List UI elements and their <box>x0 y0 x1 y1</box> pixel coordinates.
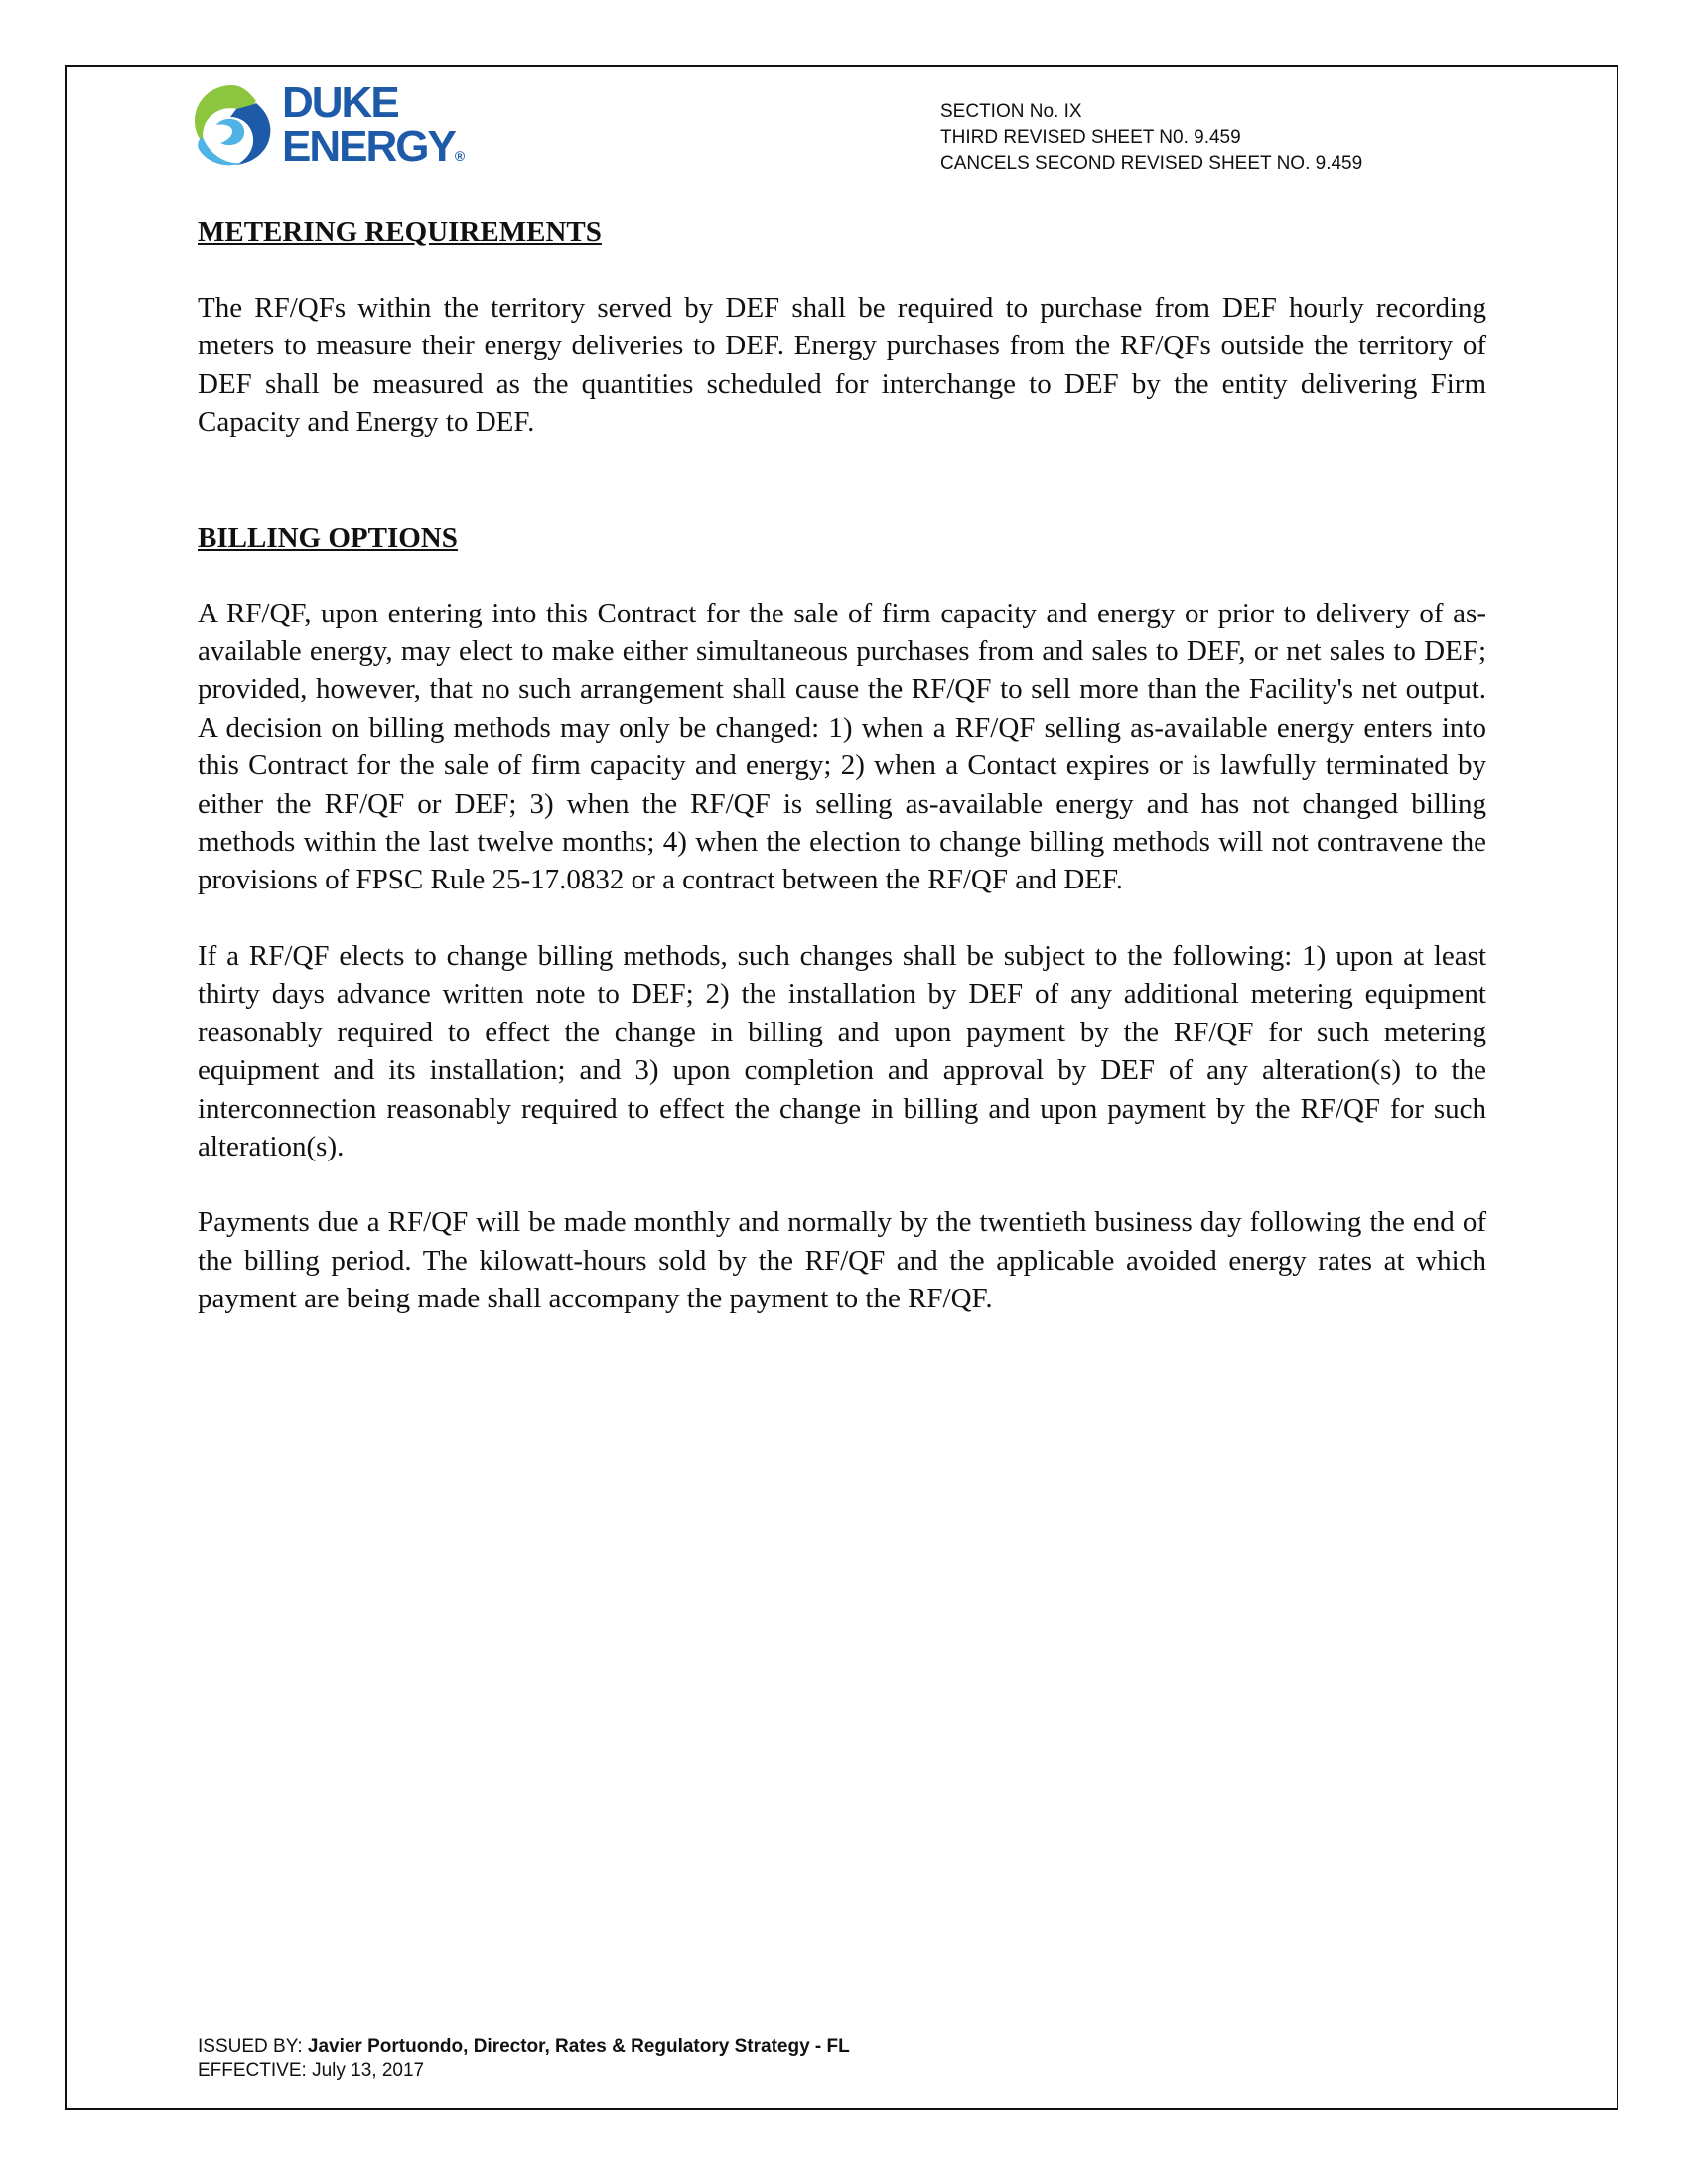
billing-paragraph-3: Payments due a RF/QF will be made monthly and normally by the twentieth business day following the end of the billing period. The kilowatt-hours sold by the RF/QF and the applicable avoided energy rates at which payment are being made shall accompany the payment to the RF/QF. <box>198 1206 1486 1315</box>
sheet-info <box>940 99 1362 177</box>
effective-date: July 13, 2017 <box>312 2060 425 2081</box>
effective-line <box>198 2059 850 2083</box>
registered-mark: ® <box>454 148 466 164</box>
metering-paragraph: The RF/QFs within the territory served by DEF shall be required to purchase from DEF hourly recording meters to measure their energy deliveries to DEF. Energy purchases from the RF/QFs outside the territory of DEF shall be measured as the quantities scheduled for interchange to DEF by the entity delivering Firm Capacity and Energy to DEF. <box>198 292 1486 439</box>
metering-heading: METERING REQUIREMENTS <box>198 216 602 248</box>
section-number: SECTION No. IX <box>940 101 1082 122</box>
footer <box>198 2035 850 2083</box>
billing-heading: BILLING OPTIONS <box>198 521 458 554</box>
cancels-sheet: CANCELS SECOND REVISED SHEET NO. 9.459 <box>940 153 1363 174</box>
issued-by-name: Javier Portuondo, Director, Rates & Regulatory Strategy - FL <box>307 2036 850 2057</box>
revision-sheet: THIRD REVISED SHEET N0. 9.459 <box>940 127 1241 148</box>
issued-label: ISSUED BY: <box>198 2036 303 2057</box>
duke-energy-swirl-icon <box>187 79 278 171</box>
issued-by-line <box>198 2035 850 2059</box>
logo-line-1: DUKE <box>282 78 398 127</box>
effective-label: EFFECTIVE: <box>198 2060 307 2081</box>
document-body <box>198 213 1486 1318</box>
billing-paragraph-1: A RF/QF, upon entering into this Contract for the sale of firm capacity and energy or prior to delivery of as-available energy, may elect to make either simultaneous purchases from and sales to DEF, or net sales to DEF; provided, however, that no such arrangement shall cause the RF/QF to sell more than the Facility's net output. A decision on billing methods may only be changed: 1) when a RF/QF selling as-available energy enters into this Contract for the sale of firm capacity and energy; 2) when a Contact expires or is lawfully terminated by either the RF/QF or DEF; 3) when the RF/QF is selling as-available energy and has not changed billing methods within the last twelve months; 4) when the election to change billing methods will not contravene the provisions of FPSC Rule 25-17.0832 or a contract between the RF/QF and DEF. <box>198 597 1486 896</box>
duke-energy-logo <box>187 79 475 175</box>
billing-paragraph-2: If a RF/QF elects to change billing methods, such changes shall be subject to the following: 1) upon at least thirty days advance written note to DEF; 2) the installation by DEF of any additional metering equipment reasonably required to effect the change in billing and upon payment by the RF/QF for such metering equipment and its installation; and 3) upon completion and approval by DEF of any alteration(s) to the interconnection reasonably required to effect the change in billing and upon payment by the RF/QF for such alteration(s). <box>198 939 1486 1162</box>
logo-line-2: ENERGY <box>282 122 455 171</box>
